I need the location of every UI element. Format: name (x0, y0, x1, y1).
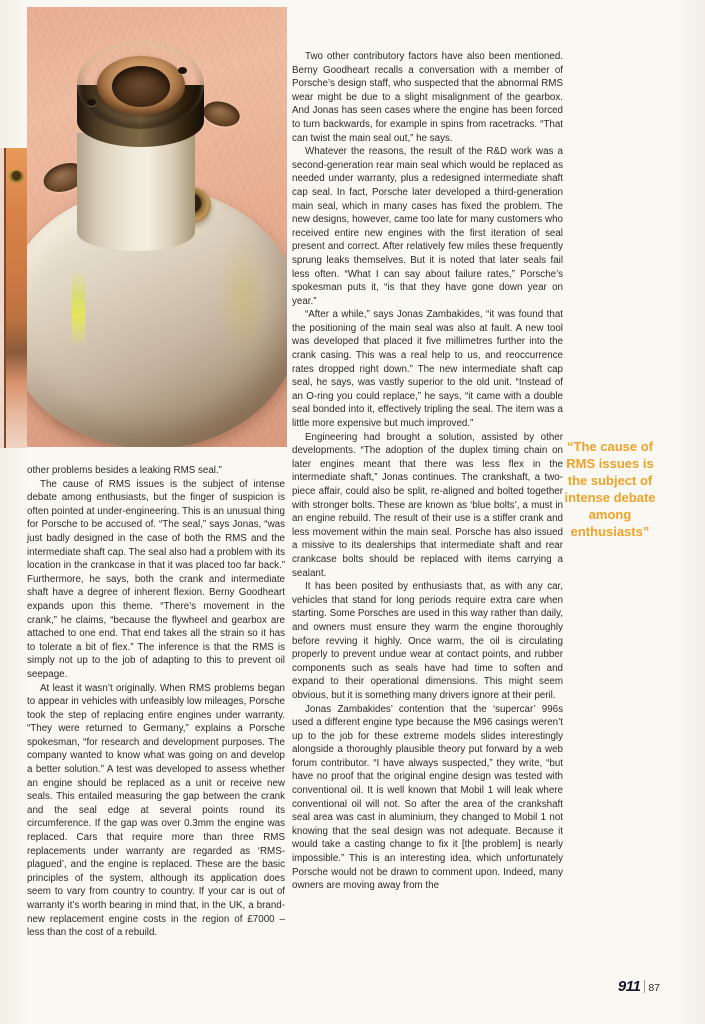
paragraph: “After a while,” says Jonas Zambakides, “it was found that the positioning of the main seal was also at fault. A new tool was developed that placed it five millimetres further into the crank casing. This was a real help to us, and reoccurrence rates dropped right down.” The new intermediate shaft cap seal, he says, was vastly superior to the old unit. “Instead of an O-ring you could replace,” he says, “it came with a double seal bonded into it, effectively tripling the seal. The item was a little more expensive but much improved.” (292, 309, 563, 430)
seal-part-photo (27, 7, 287, 447)
paragraph: At least it wasn’t originally. When RMS problems began to appear in vehicles with unfeasibly low mileages, Porsche took the step of replacing entire engines under warranty. “They were returned to Germany,” explains a Porsche spokesman, “for research and development purposes. The company wanted to know what was going on and develop a better solution.” A test was developed to assess whether an engine should be replaced as a unit or receive new seals. This entailed measuring the gap between the crank and the seal edge at several points round its circumference. If the gap was over 0.3mm the engine was replaced. Cars that require more than three RMS replacements under warranty are regarded as ‘RMS-plagued’, and the engine is replaced. These are the basic principles of the system, although its application does seem to vary from country to country. If your car is out of warranty it’s worth bearing in mind that, in the UK, a brand-new replacement engine costs in the region of £7000 – less than the cost of a rebuild. (27, 682, 285, 939)
paragraph: Two other contributory factors have also been mentioned. Berny Goodheart recalls a conversation with a member of Porsche’s design staff, who suspected that the abnormal RMS wear might be due to a slight misalignment of the gearbox. And Jonas has seen cases where the engine has been forced to turn backwards, for example in spins from racetracks. “That can twist the main seal out,” he says. (292, 51, 563, 144)
left-edge-photo-sliver (0, 148, 27, 448)
photo-bolt-hole-right (201, 98, 243, 130)
photo-highlight-streak (72, 269, 85, 347)
article-right-column (292, 50, 563, 893)
paragraph: It has been posited by enthusiasts that, as with any car, vehicles that stand for long periods require extra care when starting. Some Porsches are used in this way rather than daily, and owners must ensure they warm the engine thoroughly before revving it highly. Once warm, the oil is circulating properly to prevent undue wear at contact points, and rubber components such as seals have had time to soften and expand to their operational dimensions. This might seem obvious, but it is something many drivers ignore at their peril. (292, 581, 563, 701)
paragraph: Jonas Zambakides’ contention that the ‘supercar’ 996s used a different engine type because the M96 casings weren’t up to the job for these extreme models slides interestingly alongside a thoroughly plausible theory put forward by a web forum contributor. “I have always suspected,” they write, “but have no proof that the original engine design was tested with conventional oil. It is well known that Mobil 1 will leak where conventional oil will not. So after the area of the crankshaft seal area was cast in aluminium, they changed to Mobil 1 not knowing that the seal design was not adequate. Because it would take a casting change to fix it [the problem] is nearly impossible.” This is an interesting idea, which unfortunately Porsche would not be drawn to comment upon. Indeed, many owners are moving away from the (292, 703, 563, 892)
photo-center-bore (112, 66, 170, 107)
photo-hub-screw-hole-right (178, 67, 187, 74)
pull-quote: “The cause of RMS issues is the subject of intense debate among enthusiasts” (564, 439, 656, 539)
photo-cylinder-body (77, 133, 195, 251)
paragraph: Engineering had brought a solution, assisted by other developments. “The adoption of the duplex timing chain on later engines meant that there was less flex in the intermediate shaft,” Jonas continues. The crankshaft, a two-piece affair, could also be split, re-aligned and bolted together with stronger bolts. These are known as ‘blue bolts’, a must in an engine rebuild. The result of their use is a stiffer crank and less movement within the main seal. Porsche has also issued a missive to its dealerships that intermediate shaft and rear crankcase bolts should be replaced with items carrying a sealant. (292, 431, 563, 579)
page-folio (560, 978, 660, 996)
paragraph: Whatever the reasons, the result of the R&D work was a second-generation rear main seal which would be replaced as needed under warranty, plus a redesigned intermediate shaft cap seal. In fact, Porsche later developed a third-generation main seal, which in many cases has fixed the problem. The new designs, however, came too late for many customers who received entire new engines with the first iteration of seal present and correct. After relatively few miles these frequently sprung leaks themselves. But it is noted that later seals fail less often. “What I can say about failure rates,” Porsche’s spokesman puts it, “is that they have gone down year on year.” (292, 146, 563, 307)
photo-gold-sheen (209, 212, 279, 382)
article-left-column (27, 464, 285, 940)
magazine-title: 911 (617, 978, 641, 995)
photo-hub-screw-hole-left (87, 99, 96, 106)
paragraph: The cause of RMS issues is the subject of intense debate among enthusiasts, but the finger of suspicion is often pointed at under-engineering. This is an unusual thing for Porsche to be accused of. “The seal,” says Jonas, “was just badly designed in the case of both the RMS and the intermediate shaft cap. The seal also had a problem with its location in the crankcase in that it was placed too far back.” Furthermore, he says, both the crank and intermediate shaft have a degree of inherent flexion. Berny Goodheart expands upon this theme. “There’s movement in the crank,” he claims, “because the flywheel and gearbox are attached to one end. That end takes all the strain so it has to tolerate a bit of flex.” The inference is that the RMS is simply not up to the job of adapting to this to prevent oil seepage. (27, 478, 285, 680)
folio-divider (644, 980, 645, 993)
page-number: 87 (648, 982, 660, 994)
edge-photo-bolt-hole (9, 170, 24, 183)
paragraph: other problems besides a leaking RMS seal.” (27, 465, 222, 476)
